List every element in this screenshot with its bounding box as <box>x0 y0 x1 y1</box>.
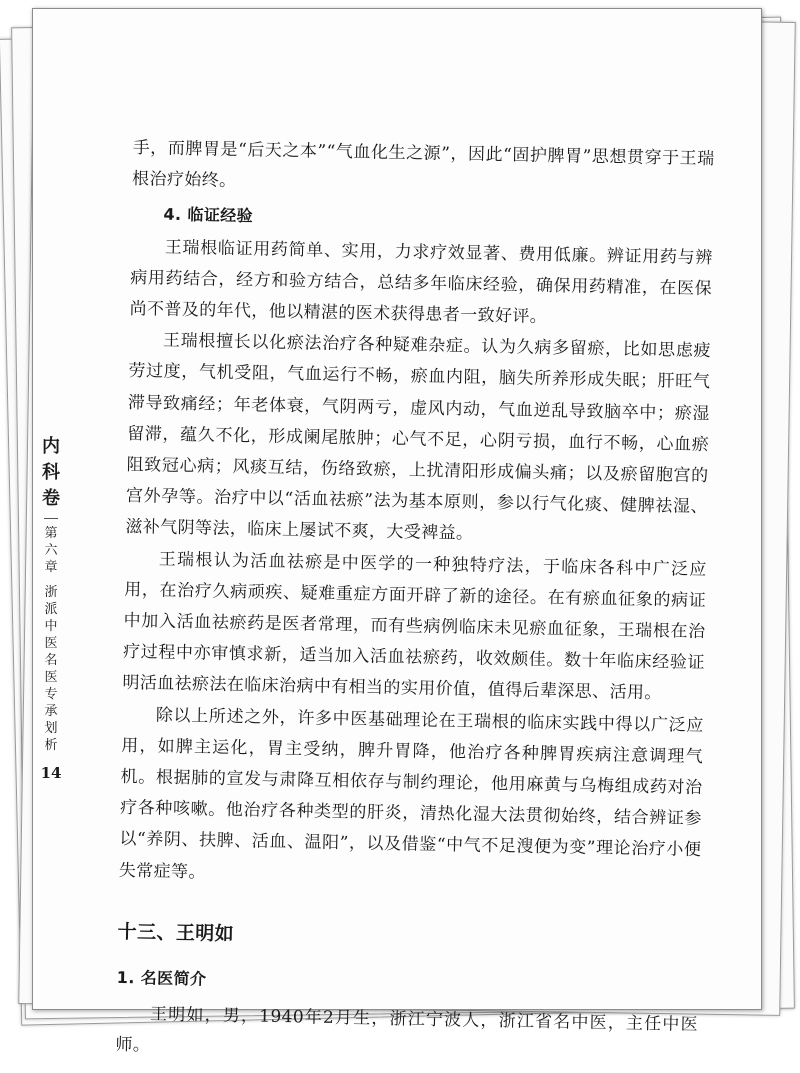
subheading-biography: 1. 名医简介 <box>116 967 207 989</box>
chapter-char: 医 <box>44 670 58 685</box>
book-page <box>32 8 762 1056</box>
paragraph: 王明如，男，1940年2月生，浙江宁波人，浙江省名中医，主任中医师。 <box>115 1004 699 1056</box>
volume-char: 科 <box>42 462 60 483</box>
paragraph: 王瑞根擅长以化瘀法治疗各种疑难杂症。认为久病多留瘀，比如思虑疲劳过度，气机受阻，气血运行不畅，瘀血内阻，脑失所养形成失眠；肝旺气滞导致痛经；年老体衰，气阴两亏，虚风内动，气血逆乱导致脑卒中；瘀湿留滞，蕴久不化，形成阑尾脓肿；心气不足，心阴亏损，血行不畅，心血瘀阻致冠心病；风痰互结，伤络致瘀，上扰清阳形成偏头痛；以及瘀留胞宫的宫外孕等。治疗中以“活血祛瘀”法为基本原则，参以行气化痰、健脾祛湿、滋补气阴等法，临床上屡试不爽，大受裨益。 <box>125 330 712 545</box>
chapter-char: 析 <box>44 738 58 753</box>
chapter-char: 承 <box>44 704 58 719</box>
chapter-char: 专 <box>44 687 58 702</box>
chapter-char: 派 <box>44 602 58 617</box>
page-side-margin <box>36 434 66 782</box>
chapter-label <box>36 525 66 754</box>
paragraph-opening: 手，而脾胃是“后天之本”“气血化生之源”，因此“固护脾胃”思想贯穿于王瑞根治疗始终。 <box>131 137 715 192</box>
chapter-char: 章 <box>44 560 58 575</box>
chapter-char: 医 <box>44 636 58 651</box>
chapter-char: 划 <box>44 721 58 736</box>
page-text <box>115 133 715 1073</box>
chapter-char: 浙 <box>44 585 58 600</box>
paragraph: 除以上所述之外，许多中医基础理论在王瑞根的临床实践中得以广泛应用，如脾主运化，胃主受纳，脾升胃降，他治疗各种脾胃疾病注意调理气机。根据肺的宣发与肃降互相依存与制约理论，他用麻黄与乌梅组成药对治疗各种咳嗽。他治疗各种类型的肝炎，清热化湿大法贯彻始终，结合辨证参以“养阴、扶脾、活血、温阳”，以及借鉴“中气不足溲便为变”理论治疗小便失常症等。 <box>118 705 704 883</box>
paragraph: 王瑞根临证用药简单、实用，力求疗效显著、费用低廉。辨证用药与辨病用药结合，经方和验方结合，总结多年临床经验，确保用药精准，在医保尚不普及的年代，他以精湛的医术获得患者一致好评。 <box>129 237 713 327</box>
subheading-clinical-experience: 4. 临证经验 <box>163 205 254 226</box>
volume-label <box>36 434 66 512</box>
volume-char: 卷 <box>42 488 60 509</box>
side-divider <box>44 518 58 519</box>
chapter-char: 名 <box>44 653 58 668</box>
paragraph: 王瑞根认为活血祛瘀是中医学的一种独特疗法，于临床各科中广泛应用，在治疗久病顽疾、疑难重症方面开辟了新的途径。在有瘀血征象的病证中加入活血祛瘀药是医者常理，而有些病例临床未见瘀血征象，王瑞根在治疗过程中亦审慎求新，适当加入活血祛瘀药，收效颇佳。数十年临床经验证明活血祛瘀法在临床治病中有相当的实用价值，值得后辈深思、活用。 <box>122 549 707 704</box>
chapter-char: 第 <box>44 526 58 541</box>
chapter-char: 中 <box>44 619 58 634</box>
chapter-char: 六 <box>44 543 58 558</box>
section-title: 十三、王明如 <box>117 920 235 945</box>
volume-char: 内 <box>42 436 60 457</box>
page-number: 14 <box>40 764 62 782</box>
